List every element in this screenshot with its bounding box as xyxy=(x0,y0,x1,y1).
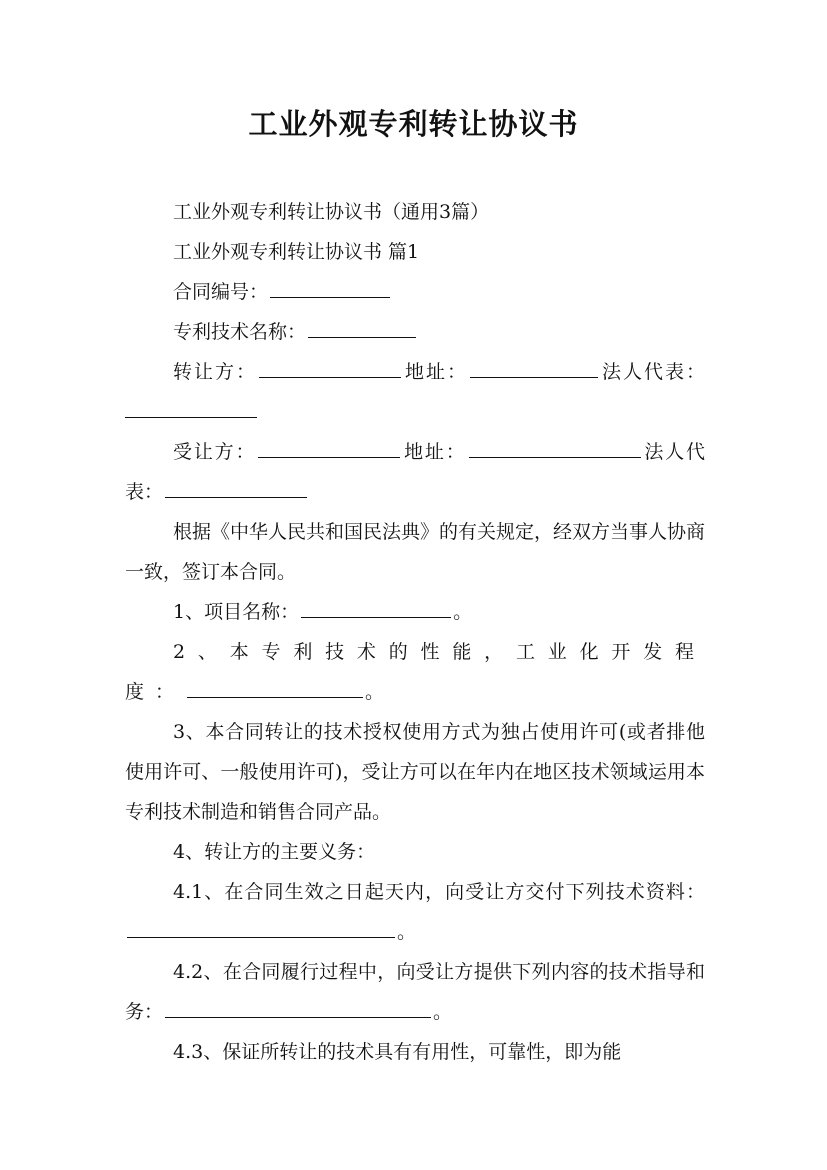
paragraph-legal-basis: 根据《中华人民共和国民法典》的有关规定，经双方当事人协商一致，签订本合同。 xyxy=(125,521,706,583)
blank-line xyxy=(187,679,363,698)
blank-line xyxy=(127,919,395,938)
paragraph-transferor-obligations: 4、转让方的主要义务： xyxy=(173,841,376,863)
blank-line xyxy=(308,319,416,338)
paragraph-obligation-4-2: 4.2、在合同履行过程中，向受让方提供下列内容的技术指导和务： 。 xyxy=(125,961,705,1023)
paragraph-obligation-4-1: 4.1、在合同生效之日起天内，向受让方交付下列技术资料：。 xyxy=(125,872,705,952)
paragraph-contract-number: 合同编号： xyxy=(125,272,705,312)
paragraph-license-method: 3、本合同转让的技术授权使用方式为独占使用许可(或者排他使用许可、一般使用许可)，受让方可以在年内在地区技术领域运用本专利技术制造和销售合同产品。 xyxy=(125,721,705,823)
blank-line xyxy=(165,479,307,498)
blank-line xyxy=(469,439,641,458)
document-body xyxy=(125,192,705,1072)
paragraph-performance: 2、本专利技术的性能，工业化开发程度： 。 xyxy=(125,641,705,703)
paragraph-subtitle: 工业外观专利转让协议书（通用3篇） xyxy=(173,201,490,223)
blank-line xyxy=(258,439,400,458)
document-title: 工业外观专利转让协议书 xyxy=(248,107,579,141)
paragraph-article-heading: 工业外观专利转让协议书 篇1 xyxy=(173,241,420,263)
paragraph-project-name: 1、项目名称： 。 xyxy=(173,601,473,623)
blank-line xyxy=(259,359,401,378)
blank-line xyxy=(125,399,257,418)
blank-line xyxy=(270,279,390,298)
paragraph-transferee: 受让方： 地址： 法人代表： xyxy=(125,441,705,503)
blank-line xyxy=(165,999,431,1018)
blank-line xyxy=(470,359,598,378)
paragraph-patent-name: 专利技术名称： xyxy=(125,312,705,352)
paragraph-transferor: 转让方： 地址： 法人代表： xyxy=(125,352,705,432)
blank-line xyxy=(301,599,451,618)
paragraph-obligation-4-3: 4.3、保证所转让的技术具有有用性，可靠性，即为能 xyxy=(173,1041,622,1063)
